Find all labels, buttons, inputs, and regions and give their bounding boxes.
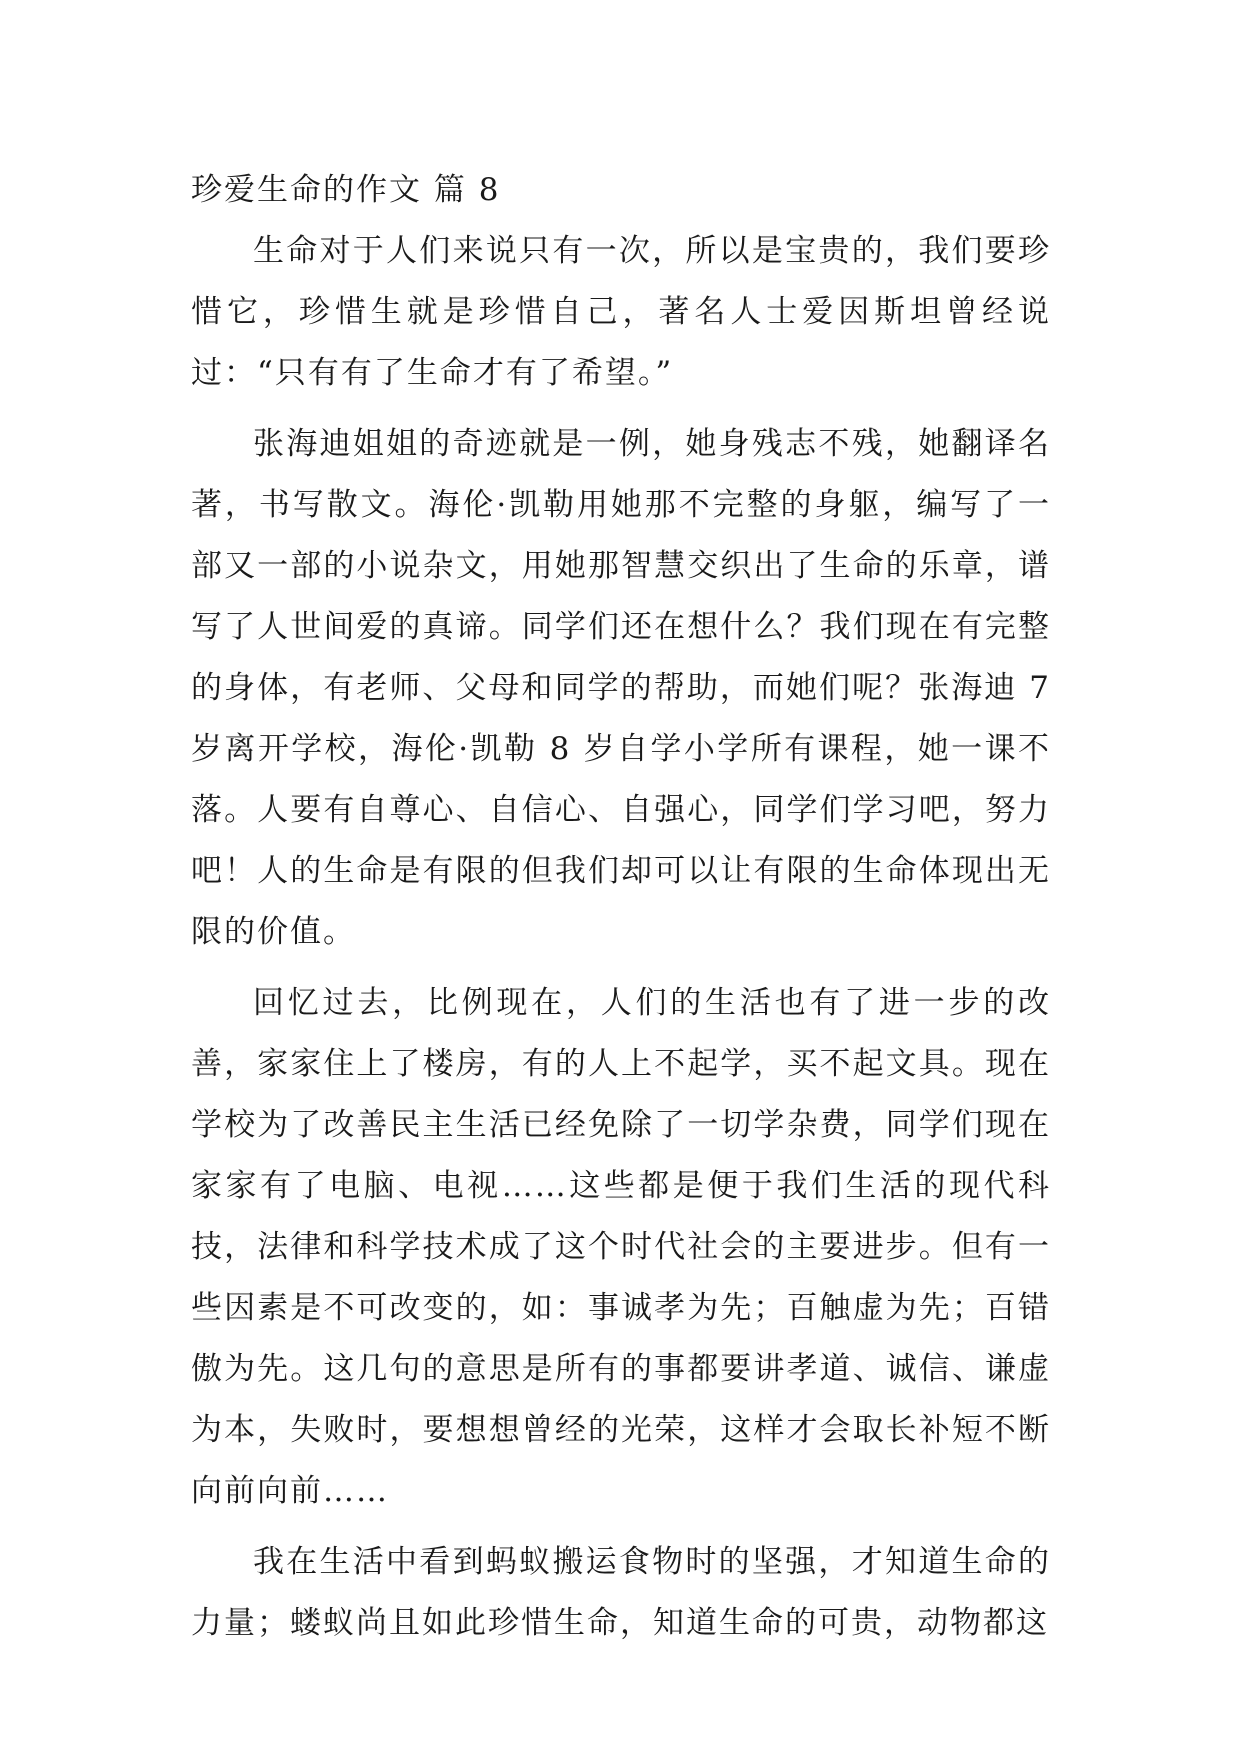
- paragraph-3: 回忆过去，比例现在，人们的生活也有了进一步的改善，家家住上了楼房，有的人上不起学，买不起文具。现在学校为了改善民主生活已经免除了一切学杂费，同学们现在家家有了电脑、电视……这些都是便于我们生活的现代科技，法律和科学技术成了这个时代社会的主要进步。但有一些因素是不可改变的，如：事诚孝为先；百触虚为先；百错傲为先。这几句的意思是所有的事都要讲孝道、诚信、谦虚为本，失败时，要想想曾经的光荣，这样才会取长补短不断向前向前……: [191, 985, 1051, 1509]
- document-body: [191, 160, 1051, 1664]
- paragraph-1: 生命对于人们来说只有一次，所以是宝贵的，我们要珍惜它，珍惜生就是珍惜自己，著名人士爱因斯坦曾经说过：“只有有了生命才有了希望。”: [191, 233, 1051, 391]
- paragraph-2: 张海迪姐姐的奇迹就是一例，她身残志不残，她翻译名著，书写散文。海伦·凯勒用她那不完整的身躯，编写了一部又一部的小说杂文，用她那智慧交织出了生命的乐章，谱写了人世间爱的真谛。同学们还在想什么？我们现在有完整的身体，有老师、父母和同学的帮助，而她们呢？张海迪 7 岁离开学校，海伦·凯勒 8 岁自学小学所有课程，她一课不落。人要有自尊心、自信心、自强心，同学们学习吧，努力吧！人的生命是有限的但我们却可以让有限的生命体现出无限的价值。: [191, 426, 1051, 950]
- essay-title: 珍爱生命的作文 篇 8: [191, 172, 501, 208]
- paragraph-4: 我在生活中看到蚂蚁搬运食物时的坚强，才知道生命的力量；蝼蚁尚且如此珍惜生命，知道生命的可贵，动物都这: [191, 1544, 1051, 1641]
